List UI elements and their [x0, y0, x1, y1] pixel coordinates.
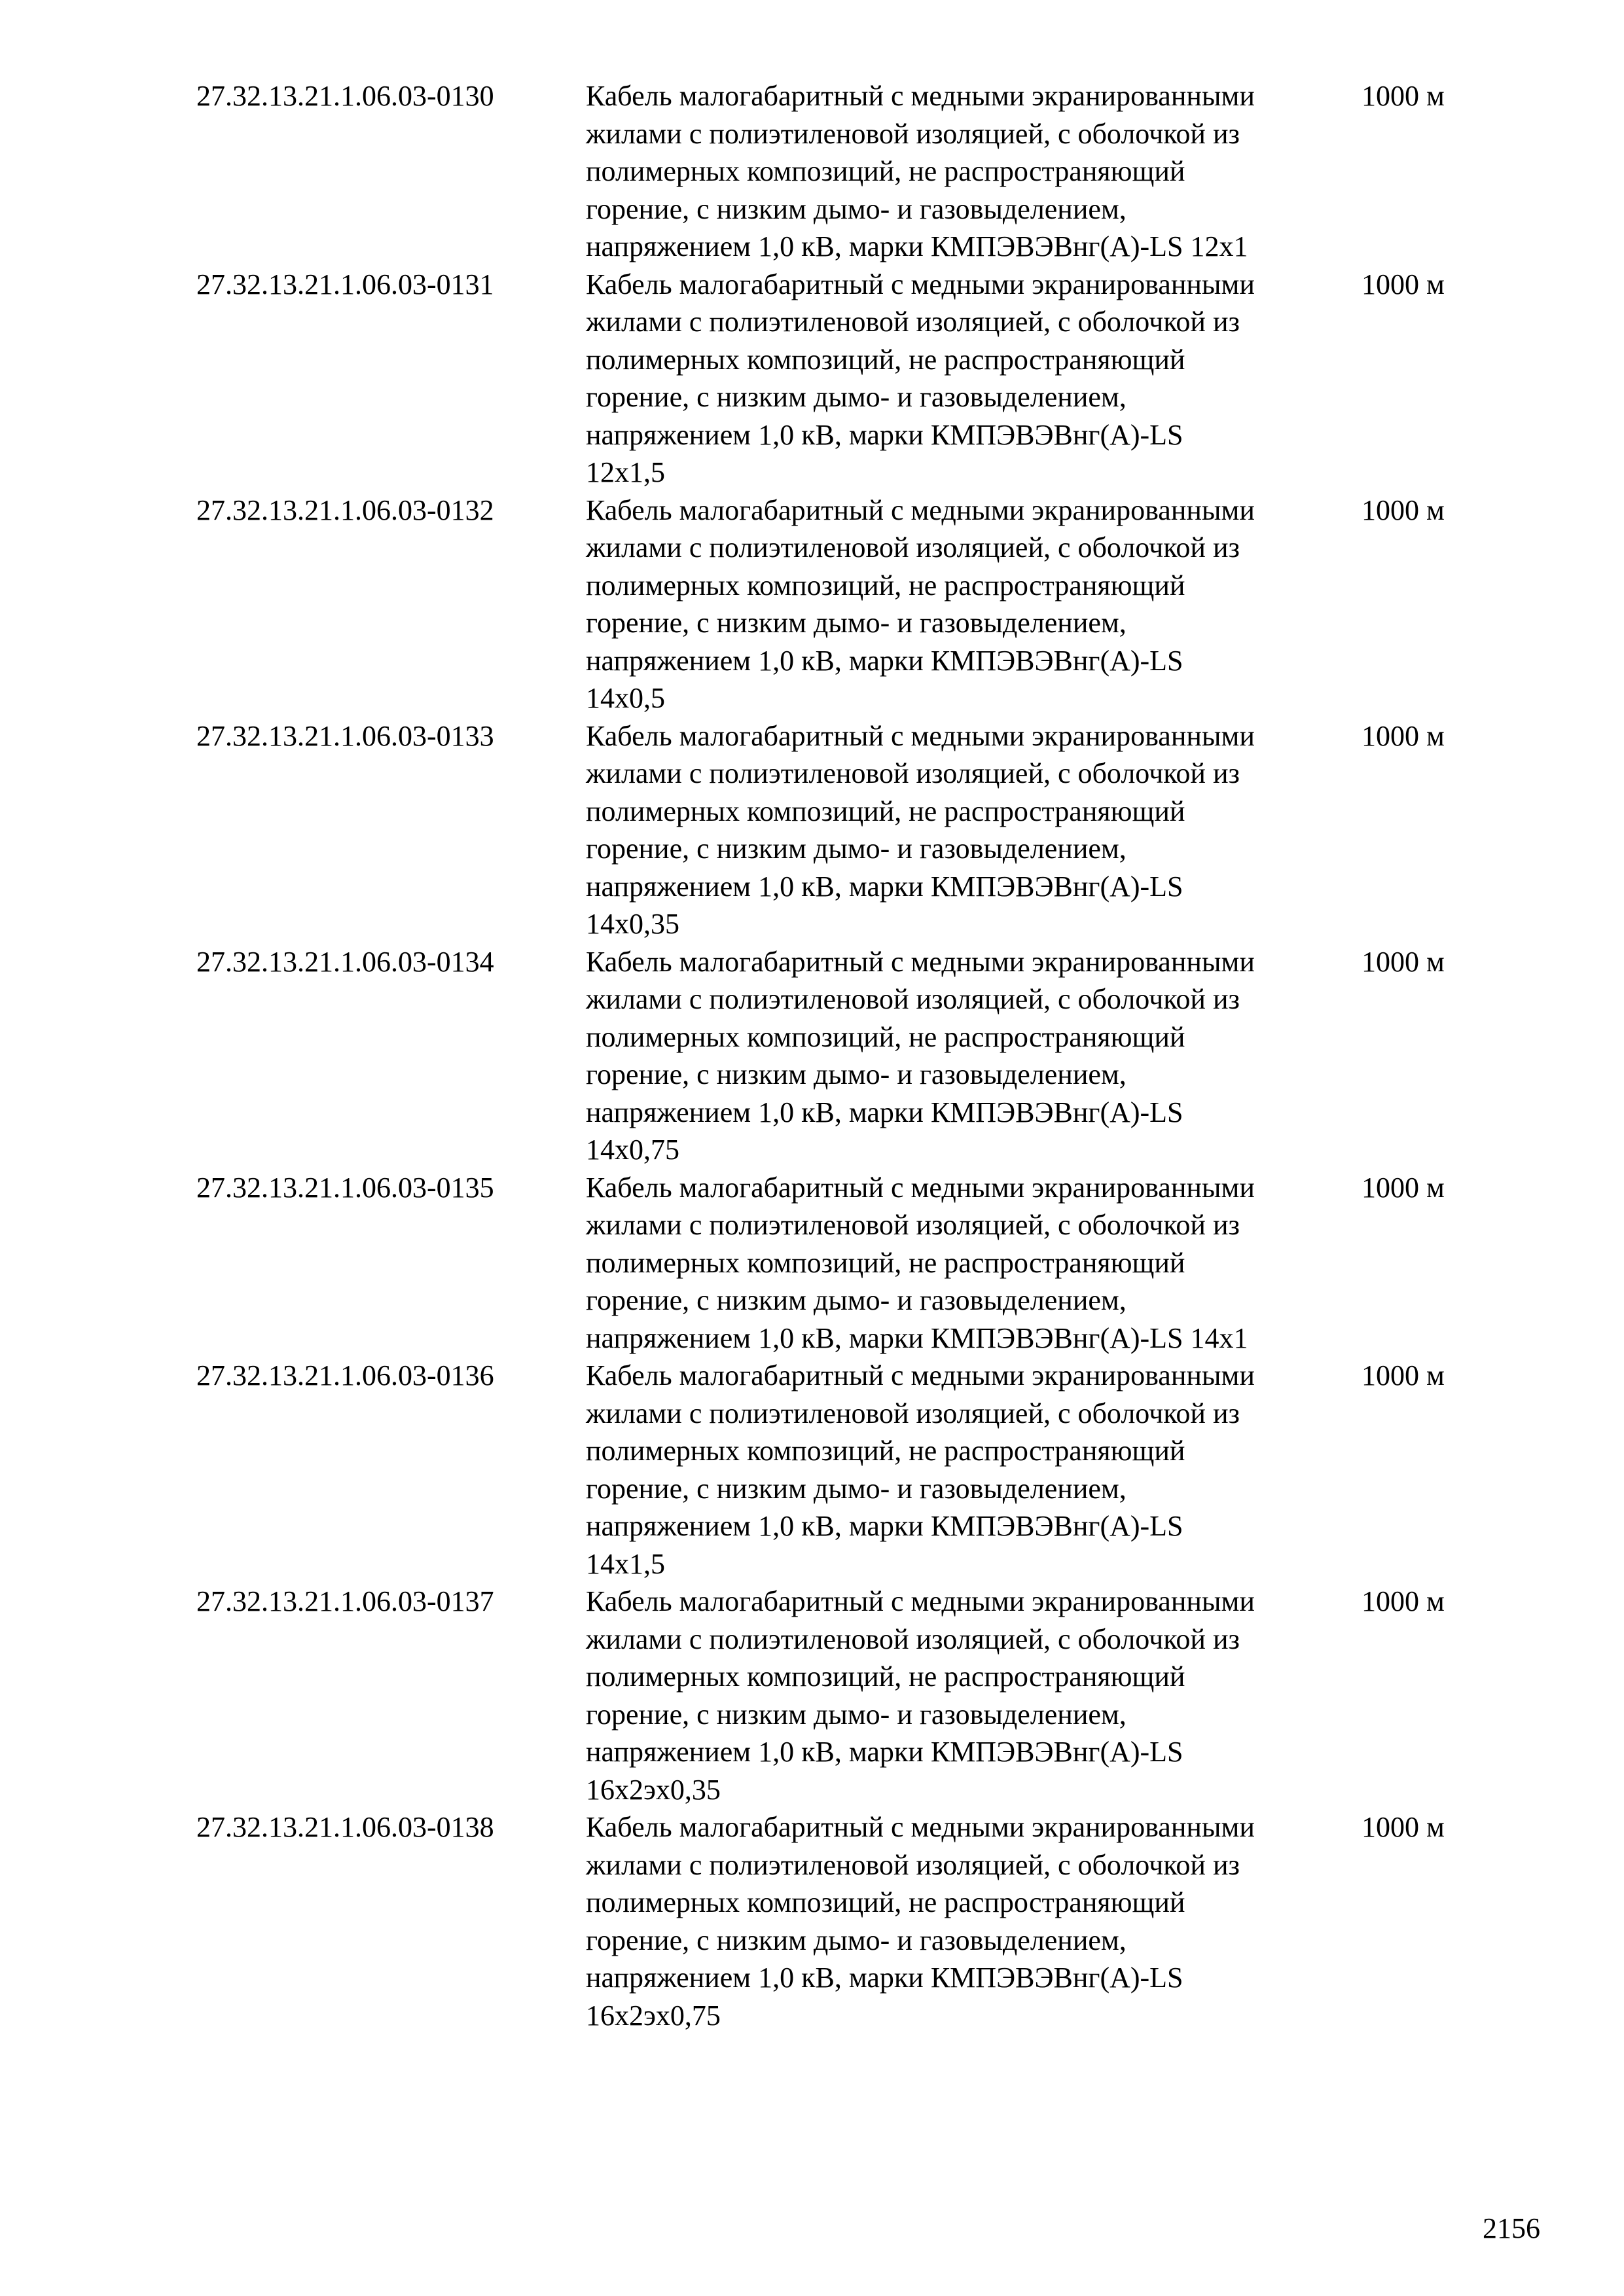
resource-description: Кабель малогабаритный с медными экранированными жилами с полиэтиленовой изоляцией, с оболочкой из полимерных композиций, не распространяющий горение, с низким дымо- и газовыделением, напряжением 1,0 кВ, марки КМПЭВЭВнг(А)-LS 14x0,35 [586, 719, 1255, 940]
table-row [196, 77, 1506, 266]
resource-code: 27.32.13.21.1.06.03-0137 [196, 1585, 494, 1617]
table-row [196, 266, 1506, 492]
resource-description: Кабель малогабаритный с медными экранированными жилами с полиэтиленовой изоляцией, с оболочкой из полимерных композиций, не распространяющий горение, с низким дымо- и газовыделением, напряжением 1,0 кВ, марки КМПЭВЭВнг(А)-LS 12x1 [586, 80, 1255, 262]
measurement-unit: 1000 м [1362, 1171, 1445, 1204]
resource-code: 27.32.13.21.1.06.03-0132 [196, 493, 494, 526]
measurement-unit: 1000 м [1362, 1811, 1445, 1843]
resource-description: Кабель малогабаритный с медными экранированными жилами с полиэтиленовой изоляцией, с оболочкой из полимерных композиций, не распространяющий горение, с низким дымо- и газовыделением, напряжением 1,0 кВ, марки КМПЭВЭВнг(А)-LS 14x0,5 [586, 493, 1255, 714]
resource-code: 27.32.13.21.1.06.03-0138 [196, 1811, 494, 1843]
measurement-unit: 1000 м [1362, 945, 1445, 978]
resource-description: Кабель малогабаритный с медными экранированными жилами с полиэтиленовой изоляцией, с оболочкой из полимерных композиций, не распространяющий горение, с низким дымо- и газовыделением, напряжением 1,0 кВ, марки КМПЭВЭВнг(А)-LS 16x2эx0,35 [586, 1585, 1255, 1806]
table-row [196, 1169, 1506, 1357]
resource-code: 27.32.13.21.1.06.03-0130 [196, 80, 494, 112]
resource-code: 27.32.13.21.1.06.03-0134 [196, 945, 494, 978]
table-row [196, 492, 1506, 717]
resource-description: Кабель малогабаритный с медными экранированными жилами с полиэтиленовой изоляцией, с оболочкой из полимерных композиций, не распространяющий горение, с низким дымо- и газовыделением, напряжением 1,0 кВ, марки КМПЭВЭВнг(А)-LS 16x2эx0,75 [586, 1811, 1255, 2032]
table-row [196, 943, 1506, 1169]
table-row [196, 717, 1506, 943]
table-row [196, 1583, 1506, 1808]
measurement-unit: 1000 м [1362, 1585, 1445, 1617]
resource-description: Кабель малогабаритный с медными экранированными жилами с полиэтиленовой изоляцией, с оболочкой из полимерных композиций, не распространяющий горение, с низким дымо- и газовыделением, напряжением 1,0 кВ, марки КМПЭВЭВнг(А)-LS 14x0,75 [586, 945, 1255, 1166]
measurement-unit: 1000 м [1362, 493, 1445, 526]
table-row [196, 1808, 1506, 2034]
measurement-unit: 1000 м [1362, 719, 1445, 752]
resource-code: 27.32.13.21.1.06.03-0136 [196, 1359, 494, 1391]
entries-table [196, 77, 1506, 2034]
measurement-unit: 1000 м [1362, 1359, 1445, 1391]
resource-description: Кабель малогабаритный с медными экранированными жилами с полиэтиленовой изоляцией, с оболочкой из полимерных композиций, не распространяющий горение, с низким дымо- и газовыделением, напряжением 1,0 кВ, марки КМПЭВЭВнг(А)-LS 14x1,5 [586, 1359, 1255, 1580]
measurement-unit: 1000 м [1362, 80, 1445, 112]
resource-description: Кабель малогабаритный с медными экранированными жилами с полиэтиленовой изоляцией, с оболочкой из полимерных композиций, не распространяющий горение, с низким дымо- и газовыделением, напряжением 1,0 кВ, марки КМПЭВЭВнг(А)-LS 14x1 [586, 1171, 1255, 1354]
page-number: 2156 [1483, 2212, 1540, 2244]
table-row [196, 1357, 1506, 1583]
resource-description: Кабель малогабаритный с медными экранированными жилами с полиэтиленовой изоляцией, с оболочкой из полимерных композиций, не распространяющий горение, с низким дымо- и газовыделением, напряжением 1,0 кВ, марки КМПЭВЭВнг(А)-LS 12x1,5 [586, 268, 1255, 488]
measurement-unit: 1000 м [1362, 268, 1445, 300]
resource-code: 27.32.13.21.1.06.03-0133 [196, 719, 494, 752]
resource-code: 27.32.13.21.1.06.03-0135 [196, 1171, 494, 1204]
resource-code: 27.32.13.21.1.06.03-0131 [196, 268, 494, 300]
